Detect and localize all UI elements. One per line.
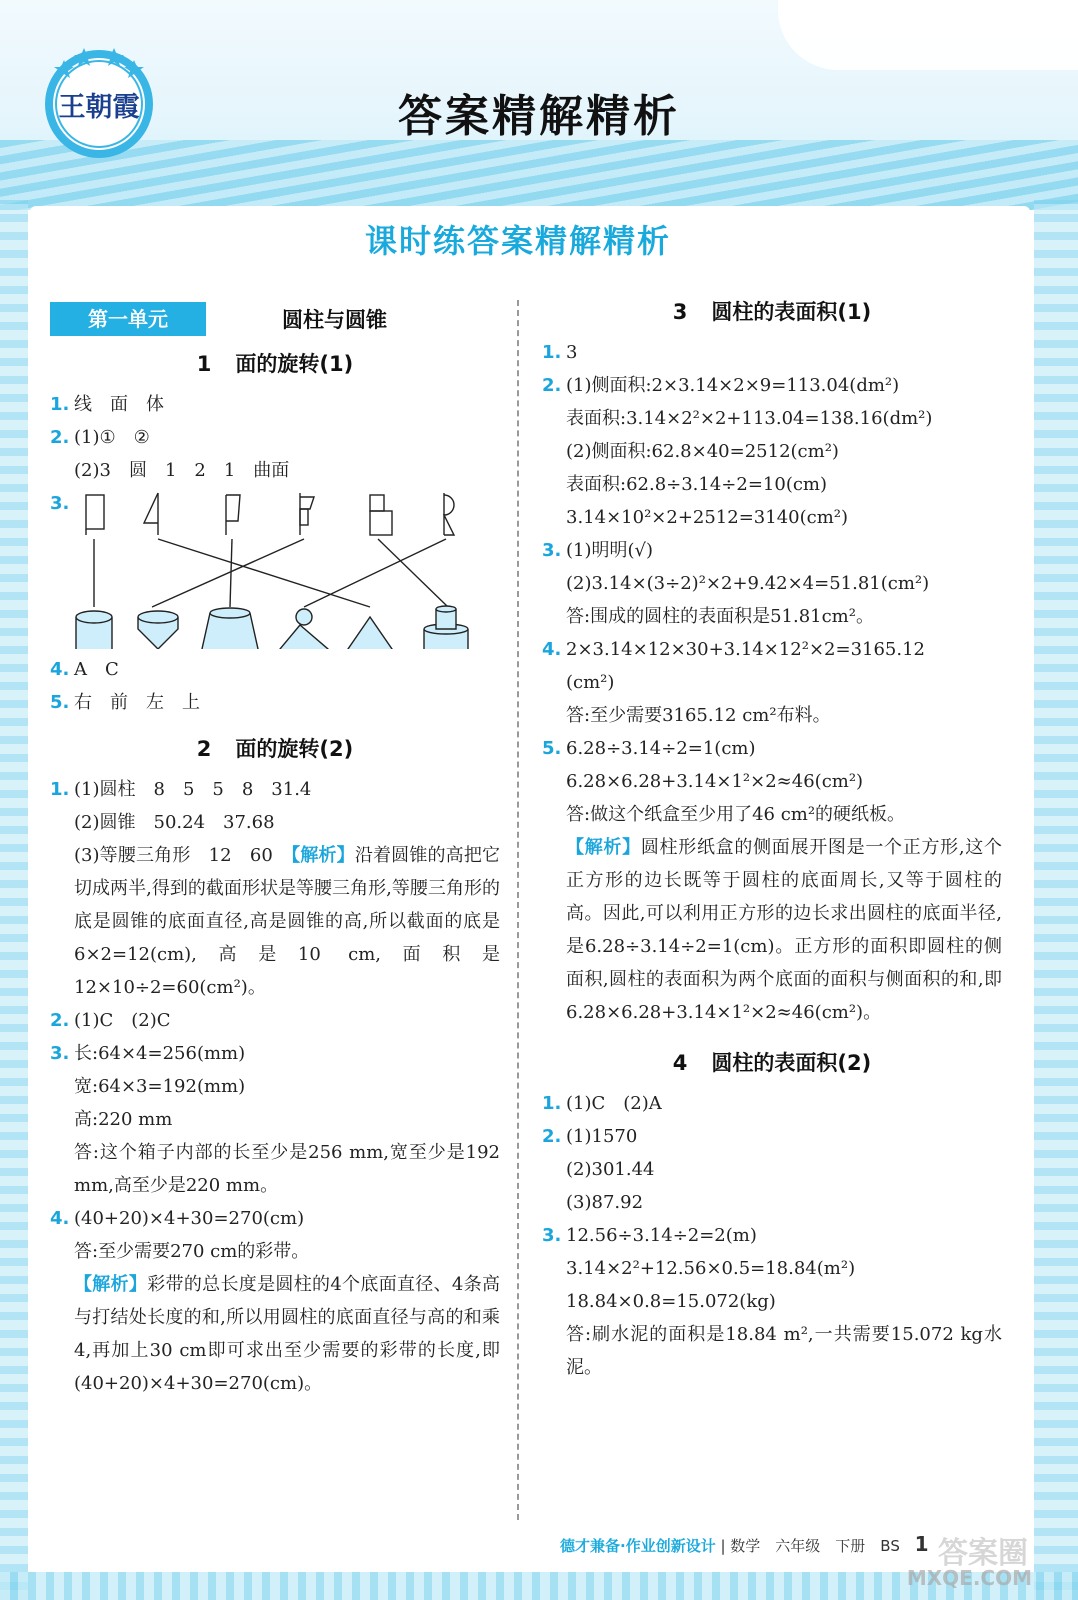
answer-text: 长:64×4=256(mm) <box>74 1043 246 1064</box>
answer-line <box>50 1037 500 1070</box>
answer-line: 表面积:62.8÷3.14÷2=10(cm) <box>566 474 828 495</box>
answer-line: (2)3.14×(3÷2)²×2+9.42×4=51.81(cm²) <box>566 573 930 594</box>
answer-text: 2×3.14×12×30+3.14×12²×2=3165.12 <box>566 639 925 660</box>
answer-text: 3 <box>566 342 578 363</box>
answer-line: 6.28×6.28+3.14×1²×2≈46(cm²) <box>566 771 864 792</box>
answer-line <box>542 1219 1002 1252</box>
answer-line <box>50 388 500 421</box>
right-border-decoration <box>1034 200 1078 1600</box>
answer-text: 线 面 体 <box>74 394 164 415</box>
unit-tag: 第一单元 <box>50 302 206 336</box>
question-number: 3. <box>542 1225 562 1246</box>
answer-line <box>50 1202 500 1235</box>
watermark-url: MXQE.COM <box>906 1566 1032 1590</box>
section-title <box>50 348 500 378</box>
analysis-tag: 【解析】 <box>291 845 355 866</box>
page-footer <box>560 1532 929 1556</box>
answer-line: 18.84×0.8=15.072(kg) <box>566 1291 776 1312</box>
answer-text: (3)等腰三角形 12 60 <box>74 845 292 866</box>
question-number: 5. <box>542 738 562 759</box>
answer-line <box>542 633 1002 666</box>
answer-text: A C <box>74 659 119 680</box>
answer-text: (1)侧面积:2×3.14×2×9=113.04(dm²) <box>566 375 900 396</box>
logo-text: 王朝霞 <box>58 92 140 123</box>
answer-line: 答:围成的圆柱的表面积是51.81cm²。 <box>566 606 874 627</box>
answer-explanation <box>542 831 1002 1029</box>
answer-line <box>542 732 1002 765</box>
question-number: 5. <box>50 692 70 713</box>
section-number: 3 <box>672 300 688 324</box>
answer-line: 答:至少需要270 cm的彩带。 <box>74 1241 310 1262</box>
section-title <box>542 1047 1002 1077</box>
explanation-text: 彩带的总长度是圆柱的4个底面直径、4条高与打结处长度的和,所以用圆柱的底面直径与高的和乘4,再加上30 cm即可求出至少需要的彩带的长度,即(40+20)×4+30=270(cm)。 <box>74 1274 500 1394</box>
answer-line: 答:这个箱子内部的长至少是256 mm,宽至少是192 mm,高至少是220 mm。 <box>74 1142 500 1196</box>
answer-line <box>50 421 500 454</box>
rotation-matching-figure <box>74 489 494 649</box>
answer-line: (3)87.92 <box>566 1192 644 1213</box>
question-number: 1. <box>542 1093 562 1114</box>
question-number: 3. <box>50 493 70 514</box>
question-number: 4. <box>50 659 70 680</box>
answer-line: 3.14×2²+12.56×0.5=18.84(m²) <box>566 1258 856 1279</box>
answer-text: (1)1570 <box>566 1126 638 1147</box>
footer-info: | 数学 六年级 下册 BS <box>720 1537 900 1555</box>
section-name: 面的旋转(1) <box>235 352 354 376</box>
answer-line: 表面积:3.14×2²×2+113.04=138.16(dm²) <box>566 408 933 429</box>
analysis-tag: 【解析】 <box>566 837 641 858</box>
answer-line: (2)301.44 <box>566 1159 655 1180</box>
question-number: 1. <box>50 779 70 800</box>
question-number: 3. <box>542 540 562 561</box>
question-number: 1. <box>542 342 562 363</box>
page-number: 1 <box>914 1532 929 1556</box>
wave-decoration <box>0 140 1078 210</box>
answer-text: (1)C (2)C <box>74 1010 171 1031</box>
answer-line <box>542 1120 1002 1153</box>
answer-line <box>50 1004 500 1037</box>
question-number: 2. <box>542 1126 562 1147</box>
left-border-decoration <box>0 200 28 1600</box>
section-number: 1 <box>196 352 212 376</box>
analysis-tag: 【解析】 <box>74 1274 148 1295</box>
footer-brand: 德才兼备·作业创新设计 <box>560 1537 716 1555</box>
right-column <box>542 300 1002 1384</box>
question-number: 2. <box>50 1010 70 1031</box>
answer-line: (2)侧面积:62.8×40=2512(cm²) <box>566 441 839 462</box>
section-title <box>50 733 500 763</box>
section-number: 2 <box>196 737 212 761</box>
unit-topic: 圆柱与圆锥 <box>282 308 387 332</box>
answer-text: (1)C (2)A <box>566 1093 662 1114</box>
section-name: 面的旋转(2) <box>235 737 354 761</box>
answer-text: (1)明明(√) <box>566 540 654 561</box>
answer-line: 答:至少需要3165.12 cm²布料。 <box>566 705 831 726</box>
answer-line <box>50 686 500 719</box>
answer-line <box>50 773 500 806</box>
question-number: 4. <box>50 1208 70 1229</box>
answer-line <box>542 336 1002 369</box>
answer-line <box>542 1087 1002 1120</box>
answer-line: 答:刷水泥的面积是18.84 m²,一共需要15.072 kg水泥。 <box>566 1324 1002 1378</box>
section-title <box>542 296 1002 326</box>
answer-line: (2)圆锥 50.24 37.68 <box>74 812 275 833</box>
answer-explanation <box>50 839 500 1004</box>
column-divider <box>517 300 519 1520</box>
answer-line: 答:做这个纸盒至少用了46 cm²的硬纸板。 <box>566 804 906 825</box>
answer-text: (1)圆柱 8 5 5 8 31.4 <box>74 779 312 800</box>
answer-line <box>50 653 500 686</box>
page-subtitle: 课时练答案精解精析 <box>364 222 671 260</box>
answer-line <box>542 534 1002 567</box>
watermark: 答案圈 <box>938 1536 1028 1571</box>
answer-text: 12.56÷3.14÷2=2(m) <box>566 1225 757 1246</box>
question-number: 3. <box>50 1043 70 1064</box>
answer-line: 3.14×10²×2+2512=3140(cm²) <box>566 507 849 528</box>
section-name: 圆柱的表面积(2) <box>711 1051 872 1075</box>
matching-diagram <box>74 489 494 649</box>
left-column <box>50 300 500 1400</box>
answer-line: (cm²) <box>566 672 615 693</box>
cloud-decoration <box>778 0 1078 70</box>
explanation-text: 沿着圆锥的高把它切成两半,得到的截面形状是等腰三角形,等腰三角形的底是圆锥的底面直径,高是圆锥的高,所以截面的底是6×2=12(cm),高是10 cm,面积是12×10÷2=60(cm²)。 <box>74 845 501 998</box>
question-number: 2. <box>542 375 562 396</box>
page-title: 答案精解精析 <box>398 91 680 142</box>
explanation-text: 圆柱形纸盒的侧面展开图是一个正方形,这个正方形的边长既等于圆柱的底面周长,又等于圆柱的高。因此,可以利用正方形的边长求出圆柱的底面半径,是6.28÷3.14÷2=1(cm)。正方形的面积即圆柱的侧面积,圆柱的表面积为两个底面的面积与侧面积的和,即6.28×6.28+3.14×1²×2≈46(cm²)。 <box>566 837 1003 1023</box>
question-number: 2. <box>50 427 70 448</box>
answer-line: 高:220 mm <box>74 1109 173 1130</box>
answer-text: (40+20)×4+30=270(cm) <box>74 1208 305 1229</box>
answer-line: 宽:64×3=192(mm) <box>74 1076 246 1097</box>
answer-text: (1)① ② <box>74 427 150 448</box>
answer-text: 右 前 左 上 <box>74 692 200 713</box>
answer-line: (2)3 圆 1 2 1 曲面 <box>74 460 290 481</box>
answer-line <box>542 369 1002 402</box>
answer-text: 6.28÷3.14÷2=1(cm) <box>566 738 756 759</box>
unit-header <box>50 300 500 340</box>
section-number: 4 <box>672 1051 688 1075</box>
question-number: 1. <box>50 394 70 415</box>
section-name: 圆柱的表面积(1) <box>711 300 872 324</box>
question-number: 4. <box>542 639 562 660</box>
answer-explanation <box>50 1268 500 1400</box>
